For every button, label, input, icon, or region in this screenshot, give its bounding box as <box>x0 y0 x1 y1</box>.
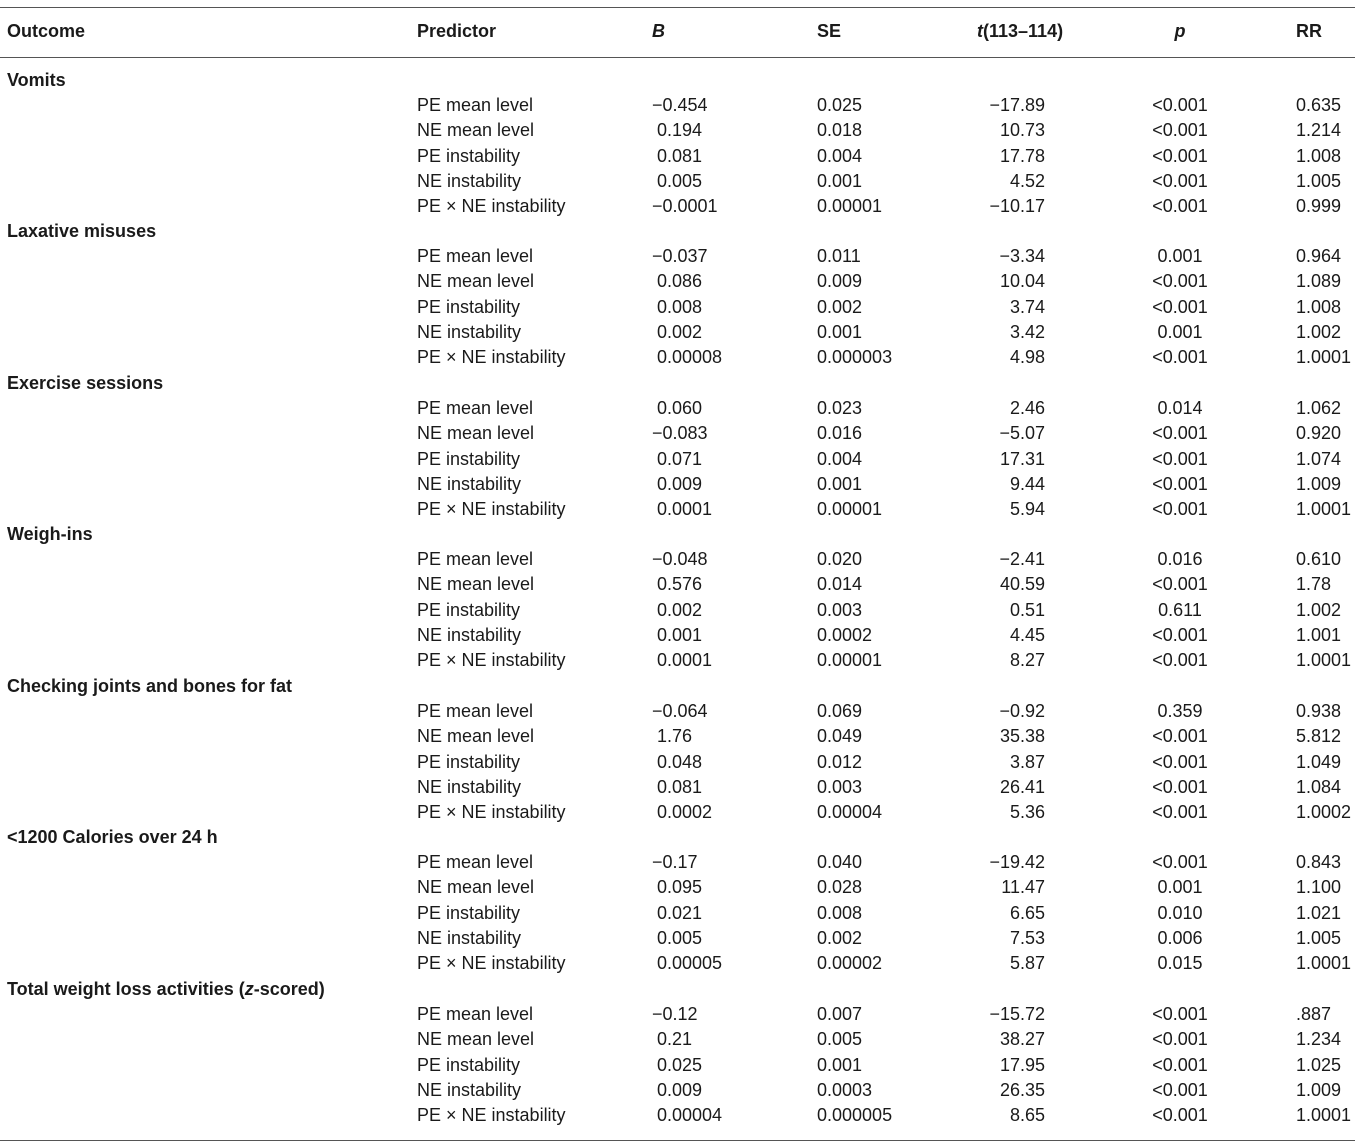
rr-cell: 1.234 <box>1296 1029 1342 1050</box>
header-p-text: p <box>1174 21 1186 41</box>
rr-cell: 0.920 <box>1296 423 1342 444</box>
p-cell: <0.001 <box>1152 95 1208 116</box>
header-p <box>1120 19 1240 44</box>
rr-cell: 1.002 <box>1296 599 1342 620</box>
t-cell: 5.87 <box>1009 953 1045 973</box>
bottom-rule <box>0 1140 1355 1141</box>
se-cell: 0.049 <box>817 726 863 747</box>
rr-cell: .887 <box>1296 1004 1332 1025</box>
predictor-cell: PE × NE instability <box>417 650 566 670</box>
rr-cell: 1.0001 <box>1296 1105 1352 1125</box>
t-cell: 11.47 <box>1001 877 1045 898</box>
outcome-label: Exercise sessions <box>7 373 164 393</box>
table-row <box>0 497 1361 522</box>
b-cell: −0.12 <box>652 1004 698 1025</box>
se-cell: 0.009 <box>817 271 863 292</box>
table-row <box>0 699 1361 724</box>
se-cell: 0.014 <box>817 574 863 595</box>
header-t-df: (113–114) <box>983 21 1064 41</box>
rr-cell: 1.005 <box>1296 170 1342 191</box>
se-cell: 0.001 <box>817 1054 863 1075</box>
predictor-cell: PE mean level <box>417 1004 534 1025</box>
se-cell: 0.040 <box>817 852 863 873</box>
rr-cell: 1.0001 <box>1296 347 1352 367</box>
p-cell: 0.359 <box>1157 701 1203 722</box>
predictor-cell: NE mean level <box>417 726 535 747</box>
p-cell: <0.001 <box>1152 802 1208 822</box>
predictor-cell: NE instability <box>417 776 522 797</box>
t-cell: 38.27 <box>999 1029 1045 1050</box>
se-cell: 0.018 <box>817 120 863 141</box>
b-cell: 0.071 <box>652 448 703 469</box>
se-cell: 0.016 <box>817 423 863 444</box>
b-cell: 0.021 <box>652 902 703 923</box>
rr-cell: 1.001 <box>1296 624 1342 645</box>
predictor-cell: PE instability <box>417 448 521 469</box>
table-row <box>0 320 1361 345</box>
se-cell: 0.023 <box>817 398 863 419</box>
rr-cell: 0.635 <box>1296 95 1342 116</box>
p-cell: <0.001 <box>1152 296 1208 317</box>
table-row <box>0 118 1361 143</box>
se-cell: 0.000003 <box>817 347 893 367</box>
header-rule <box>0 57 1355 58</box>
p-cell: <0.001 <box>1152 852 1208 873</box>
predictor-cell: NE mean level <box>417 120 535 141</box>
se-cell: 0.001 <box>817 473 863 494</box>
t-cell: 9.44 <box>1009 473 1045 494</box>
outcome-group-row <box>0 825 1361 850</box>
table-row <box>0 269 1361 294</box>
t-cell: 26.41 <box>999 776 1045 797</box>
se-cell: 0.002 <box>817 927 863 948</box>
table-row <box>0 648 1361 673</box>
p-cell: 0.006 <box>1157 927 1203 948</box>
b-cell: 0.576 <box>652 574 703 595</box>
predictor-cell: PE instability <box>417 145 521 166</box>
p-cell: <0.001 <box>1152 271 1208 292</box>
predictor-cell: PE mean level <box>417 701 534 722</box>
predictor-cell: NE mean level <box>417 271 535 292</box>
p-cell: <0.001 <box>1152 499 1208 519</box>
header-predictor: Predictor <box>417 21 497 41</box>
b-cell: 0.048 <box>652 751 703 772</box>
header-b <box>652 19 665 44</box>
t-cell: 17.95 <box>999 1054 1045 1075</box>
top-rule <box>0 7 1355 8</box>
se-cell: 0.004 <box>817 145 863 166</box>
predictor-cell: PE mean level <box>417 852 534 873</box>
b-cell: 0.060 <box>652 398 703 419</box>
rr-cell: 1.214 <box>1296 120 1342 141</box>
predictor-cell: PE × NE instability <box>417 1105 566 1125</box>
outcome-label: <1200 Calories over 24 h <box>7 827 218 847</box>
t-cell: 10.04 <box>999 271 1045 292</box>
b-cell: −0.064 <box>652 701 708 722</box>
se-cell: 0.0002 <box>817 624 873 645</box>
p-cell: <0.001 <box>1152 1105 1208 1125</box>
rr-cell: 1.0002 <box>1296 802 1352 822</box>
t-cell: 3.87 <box>1009 751 1045 772</box>
rr-cell: 0.999 <box>1296 196 1342 216</box>
t-cell: 5.36 <box>1009 802 1045 822</box>
header-rr: RR <box>1296 21 1322 41</box>
table-row <box>0 396 1361 421</box>
table-row <box>0 750 1361 775</box>
table-row <box>0 850 1361 875</box>
b-cell: −0.083 <box>652 423 708 444</box>
p-cell: 0.611 <box>1158 599 1202 620</box>
p-cell: <0.001 <box>1152 726 1208 747</box>
predictor-cell: PE × NE instability <box>417 953 566 973</box>
se-cell: 0.011 <box>817 246 861 267</box>
rr-cell: 1.009 <box>1296 473 1342 494</box>
table-row <box>0 800 1361 825</box>
predictor-cell: PE instability <box>417 902 521 923</box>
p-cell: <0.001 <box>1152 650 1208 670</box>
predictor-cell: PE × NE instability <box>417 196 566 216</box>
outcome-label <box>7 977 325 1002</box>
b-cell: 0.008 <box>652 296 703 317</box>
header-t-italic: t <box>977 21 983 41</box>
t-cell: 3.42 <box>1009 321 1045 342</box>
predictor-cell: PE mean level <box>417 398 534 419</box>
b-cell: 0.081 <box>652 776 703 797</box>
se-cell: 0.001 <box>817 321 863 342</box>
outcome-label-main: Total weight loss activities ( <box>7 979 245 999</box>
predictor-cell: NE instability <box>417 1079 522 1100</box>
predictor-cell: PE mean level <box>417 549 534 570</box>
table-row <box>0 1002 1361 1027</box>
b-cell: 0.00004 <box>652 1105 723 1125</box>
rr-cell: 1.0001 <box>1296 650 1352 670</box>
predictor-cell: PE instability <box>417 296 521 317</box>
predictor-cell: PE mean level <box>417 246 534 267</box>
b-cell: −0.037 <box>652 246 708 267</box>
rr-cell: 1.008 <box>1296 296 1342 317</box>
predictor-cell: PE mean level <box>417 95 534 116</box>
header-t <box>977 19 1067 44</box>
p-cell: <0.001 <box>1152 624 1208 645</box>
p-cell: <0.001 <box>1152 423 1208 444</box>
table-row <box>0 875 1361 900</box>
rr-cell: 1.100 <box>1296 877 1342 898</box>
b-cell: 0.086 <box>652 271 703 292</box>
se-cell: 0.012 <box>817 751 863 772</box>
p-cell: <0.001 <box>1152 170 1208 191</box>
predictor-cell: NE mean level <box>417 423 535 444</box>
table-row <box>0 775 1361 800</box>
t-cell: −2.41 <box>999 549 1045 570</box>
b-cell: 0.0001 <box>652 650 713 670</box>
t-cell: 4.98 <box>1009 347 1045 367</box>
rr-cell: 1.009 <box>1296 1079 1342 1100</box>
b-cell: −0.17 <box>652 852 698 873</box>
table-row <box>0 144 1361 169</box>
b-cell: −0.048 <box>652 549 708 570</box>
table-row <box>0 572 1361 597</box>
se-cell: 0.025 <box>817 95 863 116</box>
table-row <box>0 951 1361 976</box>
se-cell: 0.004 <box>817 448 863 469</box>
outcome-label: Weigh-ins <box>7 524 93 544</box>
rr-cell: 1.049 <box>1296 751 1342 772</box>
b-cell: 0.001 <box>652 624 703 645</box>
t-cell: 17.31 <box>999 448 1045 469</box>
table-row <box>0 623 1361 648</box>
p-cell: 0.014 <box>1157 398 1203 419</box>
se-cell: 0.007 <box>817 1004 863 1025</box>
p-cell: 0.001 <box>1157 246 1203 267</box>
t-cell: 8.65 <box>1009 1105 1045 1125</box>
rr-cell: 1.074 <box>1296 448 1342 469</box>
rr-cell: 0.843 <box>1296 852 1342 873</box>
rr-cell: 1.062 <box>1296 398 1342 419</box>
p-cell: <0.001 <box>1152 473 1208 494</box>
b-cell: 0.00008 <box>652 347 723 367</box>
p-cell: <0.001 <box>1152 1054 1208 1075</box>
se-cell: 0.005 <box>817 1029 863 1050</box>
p-cell: <0.001 <box>1152 196 1208 216</box>
se-cell: 0.002 <box>817 296 863 317</box>
p-cell: <0.001 <box>1152 1079 1208 1100</box>
outcome-label: Checking joints and bones for fat <box>7 676 293 696</box>
b-cell: −0.454 <box>652 95 708 116</box>
outcome-label-tail: -scored) <box>253 979 325 999</box>
se-cell: 0.001 <box>817 170 863 191</box>
table-row <box>0 447 1361 472</box>
b-cell: 0.002 <box>652 599 703 620</box>
rr-cell: 0.610 <box>1296 549 1342 570</box>
rr-cell: 5.812 <box>1296 726 1342 747</box>
t-cell: 0.51 <box>1009 599 1045 620</box>
predictor-cell: PE instability <box>417 599 521 620</box>
b-cell: 0.0001 <box>652 499 713 519</box>
t-cell: 8.27 <box>1009 650 1045 670</box>
p-cell: 0.010 <box>1157 902 1203 923</box>
se-cell: 0.003 <box>817 599 863 620</box>
rr-cell: 0.938 <box>1296 701 1342 722</box>
predictor-cell: NE instability <box>417 473 522 494</box>
outcome-label: Laxative misuses <box>7 221 157 241</box>
outcome-group-row <box>0 219 1361 244</box>
table-row <box>0 421 1361 446</box>
b-cell: 0.005 <box>652 927 703 948</box>
se-cell: 0.020 <box>817 549 863 570</box>
t-cell: 4.52 <box>1009 170 1045 191</box>
table-row <box>0 295 1361 320</box>
rr-cell: 0.964 <box>1296 246 1342 267</box>
p-cell: 0.016 <box>1157 549 1203 570</box>
t-cell: 26.35 <box>999 1079 1045 1100</box>
predictor-cell: NE mean level <box>417 574 535 595</box>
rr-cell: 1.0001 <box>1296 953 1352 973</box>
outcome-group-row <box>0 68 1361 93</box>
table-row <box>0 194 1361 219</box>
b-cell: 0.21 <box>652 1029 693 1050</box>
p-cell: <0.001 <box>1152 448 1208 469</box>
rr-cell: 1.021 <box>1296 902 1342 923</box>
p-cell: <0.001 <box>1152 751 1208 772</box>
p-cell: 0.015 <box>1157 953 1203 973</box>
outcome-group-row <box>0 522 1361 547</box>
predictor-cell: NE instability <box>417 321 522 342</box>
predictor-cell: PE × NE instability <box>417 347 566 367</box>
t-cell: −19.42 <box>989 852 1045 873</box>
rr-cell: 1.008 <box>1296 145 1342 166</box>
predictor-cell: NE mean level <box>417 1029 535 1050</box>
table-row <box>0 1053 1361 1078</box>
t-cell: 40.59 <box>999 574 1045 595</box>
table-row <box>0 244 1361 269</box>
table-row <box>0 93 1361 118</box>
table-row <box>0 901 1361 926</box>
se-cell: 0.003 <box>817 776 863 797</box>
b-cell: 0.194 <box>652 120 703 141</box>
table-row <box>0 1103 1361 1128</box>
b-cell: 0.009 <box>652 473 703 494</box>
p-cell: <0.001 <box>1152 574 1208 595</box>
t-cell: 10.73 <box>999 120 1045 141</box>
se-cell: 0.0003 <box>817 1079 873 1100</box>
t-cell: −3.34 <box>999 246 1045 267</box>
t-cell: −0.92 <box>999 701 1045 722</box>
predictor-cell: NE instability <box>417 624 522 645</box>
header-se: SE <box>817 21 842 41</box>
t-cell: −17.89 <box>989 95 1045 116</box>
b-cell: 0.005 <box>652 170 703 191</box>
b-cell: 0.002 <box>652 321 703 342</box>
t-cell: 3.74 <box>1009 296 1045 317</box>
b-cell: 0.009 <box>652 1079 703 1100</box>
se-cell: 0.028 <box>817 877 863 898</box>
p-cell: <0.001 <box>1152 145 1208 166</box>
table-row <box>0 1078 1361 1103</box>
outcome-group-row <box>0 977 1361 1002</box>
rr-cell: 1.002 <box>1296 321 1342 342</box>
table-row <box>0 547 1361 572</box>
se-cell: 0.00002 <box>817 953 883 973</box>
t-cell: 7.53 <box>1009 927 1045 948</box>
predictor-cell: NE mean level <box>417 877 535 898</box>
outcome-group-row <box>0 371 1361 396</box>
t-cell: −10.17 <box>989 196 1045 216</box>
se-cell: 0.000005 <box>817 1105 893 1125</box>
b-cell: 0.095 <box>652 877 703 898</box>
t-cell: 35.38 <box>999 726 1045 747</box>
b-cell: 0.081 <box>652 145 703 166</box>
predictor-cell: NE instability <box>417 927 522 948</box>
outcome-label: Vomits <box>7 70 66 90</box>
header-outcome: Outcome <box>7 21 86 41</box>
header-row <box>0 19 1361 44</box>
se-cell: 0.00001 <box>817 650 883 670</box>
p-cell: <0.001 <box>1152 776 1208 797</box>
t-cell: −5.07 <box>999 423 1045 444</box>
se-cell: 0.00001 <box>817 499 883 519</box>
table-row <box>0 926 1361 951</box>
p-cell: <0.001 <box>1152 1004 1208 1025</box>
p-cell: 0.001 <box>1157 877 1203 898</box>
table-row <box>0 1027 1361 1052</box>
se-cell: 0.00004 <box>817 802 883 822</box>
outcome-label-italic: z <box>244 979 254 999</box>
p-cell: <0.001 <box>1152 347 1208 367</box>
table-row <box>0 345 1361 370</box>
table-row <box>0 724 1361 749</box>
predictor-cell: NE instability <box>417 170 522 191</box>
t-cell: 17.78 <box>999 145 1045 166</box>
b-cell: 0.025 <box>652 1054 703 1075</box>
b-cell: 1.76 <box>652 726 693 747</box>
p-cell: <0.001 <box>1152 120 1208 141</box>
header-b-text: B <box>652 21 665 41</box>
b-cell: 0.0002 <box>652 802 713 822</box>
se-cell: 0.00001 <box>817 196 883 216</box>
rr-cell: 1.78 <box>1296 574 1332 595</box>
predictor-cell: PE instability <box>417 751 521 772</box>
rr-cell: 1.0001 <box>1296 499 1352 519</box>
se-cell: 0.008 <box>817 902 863 923</box>
b-cell: 0.00005 <box>652 953 723 973</box>
table-row <box>0 598 1361 623</box>
rr-cell: 1.025 <box>1296 1054 1342 1075</box>
rr-cell: 1.005 <box>1296 927 1342 948</box>
t-cell: −15.72 <box>989 1004 1045 1025</box>
rr-cell: 1.089 <box>1296 271 1342 292</box>
p-cell: <0.001 <box>1152 1029 1208 1050</box>
se-cell: 0.069 <box>817 701 863 722</box>
predictor-cell: PE instability <box>417 1054 521 1075</box>
b-cell: −0.0001 <box>652 196 718 216</box>
table-row <box>0 472 1361 497</box>
p-cell: 0.001 <box>1157 321 1203 342</box>
t-cell: 2.46 <box>1009 398 1045 419</box>
outcome-group-row <box>0 674 1361 699</box>
table-row <box>0 169 1361 194</box>
predictor-cell: PE × NE instability <box>417 499 566 519</box>
predictor-cell: PE × NE instability <box>417 802 566 822</box>
t-cell: 5.94 <box>1009 499 1045 519</box>
t-cell: 4.45 <box>1009 624 1045 645</box>
rr-cell: 1.084 <box>1296 776 1342 797</box>
t-cell: 6.65 <box>1009 902 1045 923</box>
